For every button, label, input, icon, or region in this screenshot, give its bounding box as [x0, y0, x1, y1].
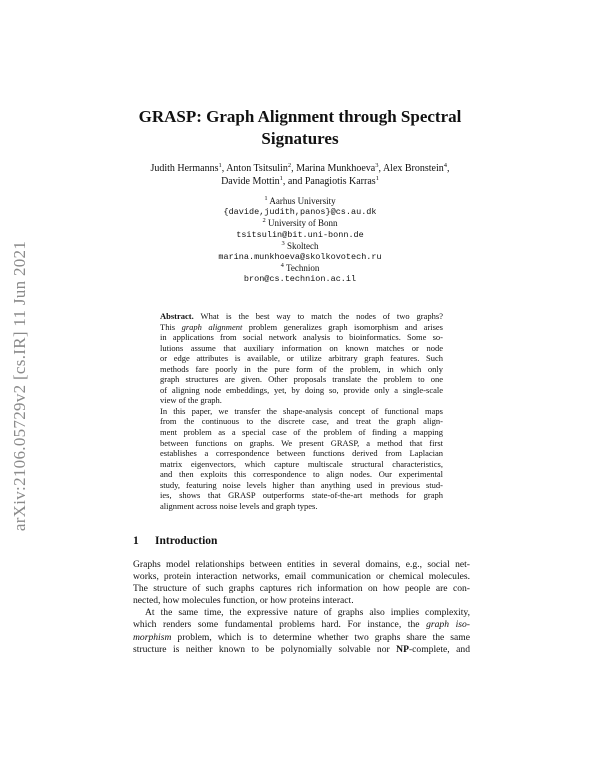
abstract-line: Abstract. What is the best way to match the nodes of two graphs? [160, 311, 443, 321]
affiliation-name: $^1$ Aarhus University [264, 195, 336, 206]
affiliation-email[interactable]: marina.munkhoeva@skolkovotech.ru [218, 252, 382, 263]
author-name: and Panagiotis Karras [287, 176, 376, 187]
abstract-line: or edge attributes is available, or utilize arbitrary graph features. Such [160, 353, 443, 364]
body-line: The structure of such graphs captures rich information on how people are con- [133, 583, 470, 595]
author-name: Alex Bronstein [382, 163, 444, 174]
author-line: Davide Mottin$^1$, and Panagiotis Karras$^1$ [221, 175, 379, 187]
author-affiliation-mark: 1 [375, 175, 379, 182]
author-list [100, 162, 500, 188]
abstract-line: In this paper, we transfer the shape-analysis concept of functional maps [160, 405, 443, 416]
abstract-line: methods fare poorly in the pure form of the problem, in which only [160, 363, 443, 374]
author-affiliation-mark: 2 [287, 162, 292, 169]
section-title: Introduction [155, 535, 218, 547]
author-name: Judith Hermanns [150, 163, 219, 174]
body-line: morphism problem, which is to determine whether two graphs share the same [133, 631, 471, 643]
affiliation-email[interactable]: bron@cs.technion.ac.il [243, 274, 357, 285]
author-name: Anton Tsitsulin [226, 163, 288, 174]
author-line: Judith Hermanns$^1$, Anton Tsitsulin$^2$, Marina Munkhoeva$^3$, Alex Bronstein$^4$, [150, 162, 450, 174]
body-line: At the same time, the expressive nature of graphs also implies complexity, [145, 607, 470, 619]
section-heading-introduction [133, 535, 217, 547]
abstract-line: lutions assume that auxiliary information on known matches or node [160, 342, 443, 353]
body-line: which renders some fundamental problems hard. For instance, the graph iso- [133, 619, 470, 631]
body-line: works, protein interaction networks, email communication or chemical molecules. [133, 571, 470, 583]
abstract-line: ment problem as a special case of the problem of finding a mapping [160, 427, 443, 438]
abstract-line: alignment across noise levels and graph types. [160, 500, 318, 511]
author-name: Davide Mottin [221, 176, 280, 187]
arxiv-identifier-text: arXiv:2106.05729v2 [cs.IR] 11 Jun 2021 [10, 240, 29, 532]
body-line: Graphs model relationships between entities in several domains, e.g., social net- [133, 559, 470, 570]
affiliations [150, 196, 450, 286]
title-line: GRASP: Graph Alignment through Spectral [138, 107, 462, 126]
author-affiliation-mark: 1 [279, 175, 283, 182]
affiliation-email[interactable]: tsitsulin@bit.uni-bonn.de [236, 229, 364, 240]
abstract-line: establishes a correspondence between functions derived from Laplacian [160, 448, 443, 459]
abstract-line: in applications from social network analysis to bioinformatics. Some so- [160, 332, 443, 343]
author-affiliation-mark: 1 [218, 162, 222, 169]
section-number: 1 [133, 535, 139, 547]
author-affiliation-mark: 3 [375, 162, 379, 169]
abstract-label: Abstract. [160, 311, 194, 321]
abstract-line: between functions on graphs. We present GRASP, a method that first [160, 437, 443, 448]
abstract-line: ies, shows that GRASP outperforms state-of-the-art methods for graph [160, 490, 443, 501]
title-line: Signatures [261, 129, 339, 148]
abstract-line: study, featuring noise levels higher than anything used in previous stud- [160, 479, 443, 490]
emphasis: graph iso- [426, 619, 470, 631]
abstract-line: view of the graph. [160, 395, 222, 406]
abstract-line: and then exploits this correspondence to align nodes. Our experimental [160, 469, 443, 480]
abstract-line: graph structures are given. Other proposals translate the problem to one [160, 374, 443, 385]
emphasis: morphism [133, 631, 172, 643]
body-line: nected, how molecules function, or how proteins interact. [133, 595, 354, 607]
arxiv-side-identifier [2, 202, 38, 570]
affiliation-email[interactable]: {davide,judith,panos}@cs.au.dk [223, 207, 377, 218]
author-affiliation-mark: 4 [443, 162, 448, 169]
abstract [160, 311, 443, 511]
abstract-line: This graph alignment problem generalizes graph isomorphism and arises [160, 321, 443, 332]
emphasis: graph alignment [181, 321, 243, 332]
affiliation-name: $^4$ Technion [280, 262, 320, 274]
affiliation-name: $^3$ Skoltech [281, 239, 319, 251]
affiliation-name: $^2$ University of Bonn [262, 217, 338, 229]
body-text [133, 559, 470, 656]
abstract-line: of aligning node embeddings, yet, by doing so, provide only a single-scale [160, 384, 443, 395]
paper-title [100, 106, 500, 150]
abstract-line: matrix eigenvectors, which capture multiscale structural characteristics, [160, 458, 443, 469]
abstract-line: from the continuous to the discrete case, and treat the graph align- [160, 416, 443, 427]
author-name: Marina Munkhoeva [296, 163, 376, 174]
bold-term: NP [396, 643, 409, 655]
body-line: structure is neither known to be polynomially solvable nor NP-complete, and [133, 643, 471, 655]
